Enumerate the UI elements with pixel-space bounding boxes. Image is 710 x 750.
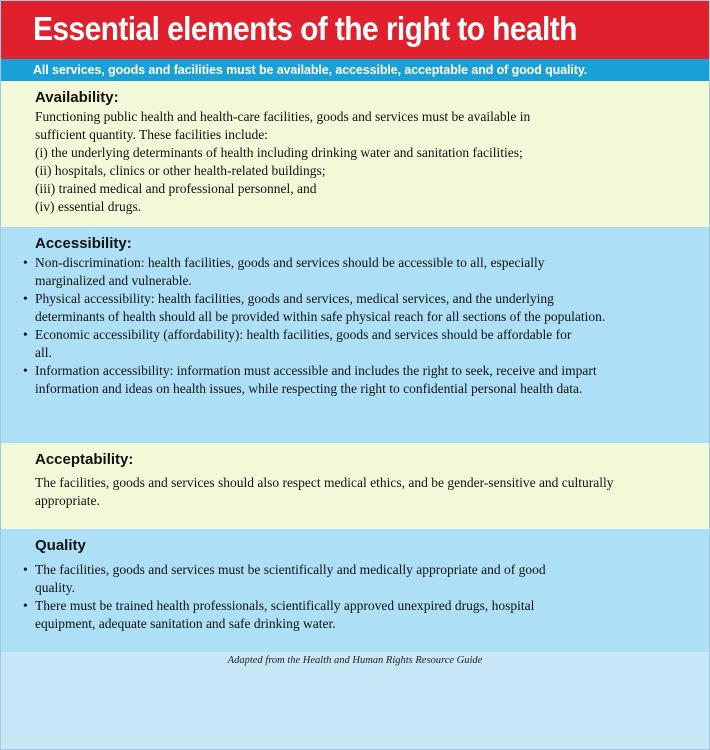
section-accessibility [1,227,709,443]
text-line: (ii) hospitals, clinics or other health-related buildings; [35,163,326,178]
list-item: • Physical accessibility: health facilities, goods and services, medical services, and the underlying determinants of health should all be provided within safe physical reach for all sections of the population. [23,291,606,324]
accessibility-list [23,254,689,398]
quality-list [23,561,689,633]
section-heading: Acceptability: [35,451,134,468]
list-item: • Information accessibility: information must accessible and includes the right to seek, receive and impart information and ideas on health issues, while respecting the right to confidential personal health data. [23,363,597,396]
subtitle-bar [1,59,709,81]
bullet-icon: • [23,255,28,270]
section-heading: Accessibility: [35,235,132,252]
page-subtitle: All services, goods and facilities must be available, accessible, acceptable and of good quality. [33,63,588,77]
availability-text [35,108,635,216]
bullet-icon: • [23,363,28,378]
page-title: Essential elements of the right to health [33,10,577,48]
bullet-icon: • [23,598,28,613]
text-line: (i) the underlying determinants of health including drinking water and sanitation facilities; [35,145,523,160]
text-line: (iii) trained medical and professional personnel, and [35,181,317,196]
title-bar [1,1,709,59]
bullet-icon: • [23,291,28,306]
bullet-icon: • [23,562,28,577]
list-item: • There must be trained health professionals, scientifically approved unexpired drugs, hospital equipment, adequate sanitation and safe drinking water. [23,598,535,631]
text-line: sufficient quantity. These facilities include: [35,127,268,142]
acceptability-text: The facilities, goods and services should also respect medical ethics, and be gender-sensitive and culturally appropriate. [35,475,614,508]
section-heading: Availability: [35,89,119,106]
bullet-icon: • [23,327,28,342]
source-credit: Adapted from the Health and Human Rights Resource Guide [227,655,483,666]
section-acceptability [1,443,709,529]
list-item: • Non-discrimination: health facilities, goods and services should be accessible to all, especially marginalized and vulnerable. [23,255,545,288]
list-item: • The facilities, goods and services must be scientifically and medically appropriate and of good quality. [23,562,546,595]
section-availability [1,81,709,227]
section-quality [1,529,709,652]
text-line: (iv) essential drugs. [35,199,142,214]
section-heading: Quality [35,537,86,554]
list-item: • Economic accessibility (affordability): health facilities, goods and services should be affordable for all. [23,327,572,360]
text-line: Functioning public health and health-care facilities, goods and services must be available in [35,109,531,124]
